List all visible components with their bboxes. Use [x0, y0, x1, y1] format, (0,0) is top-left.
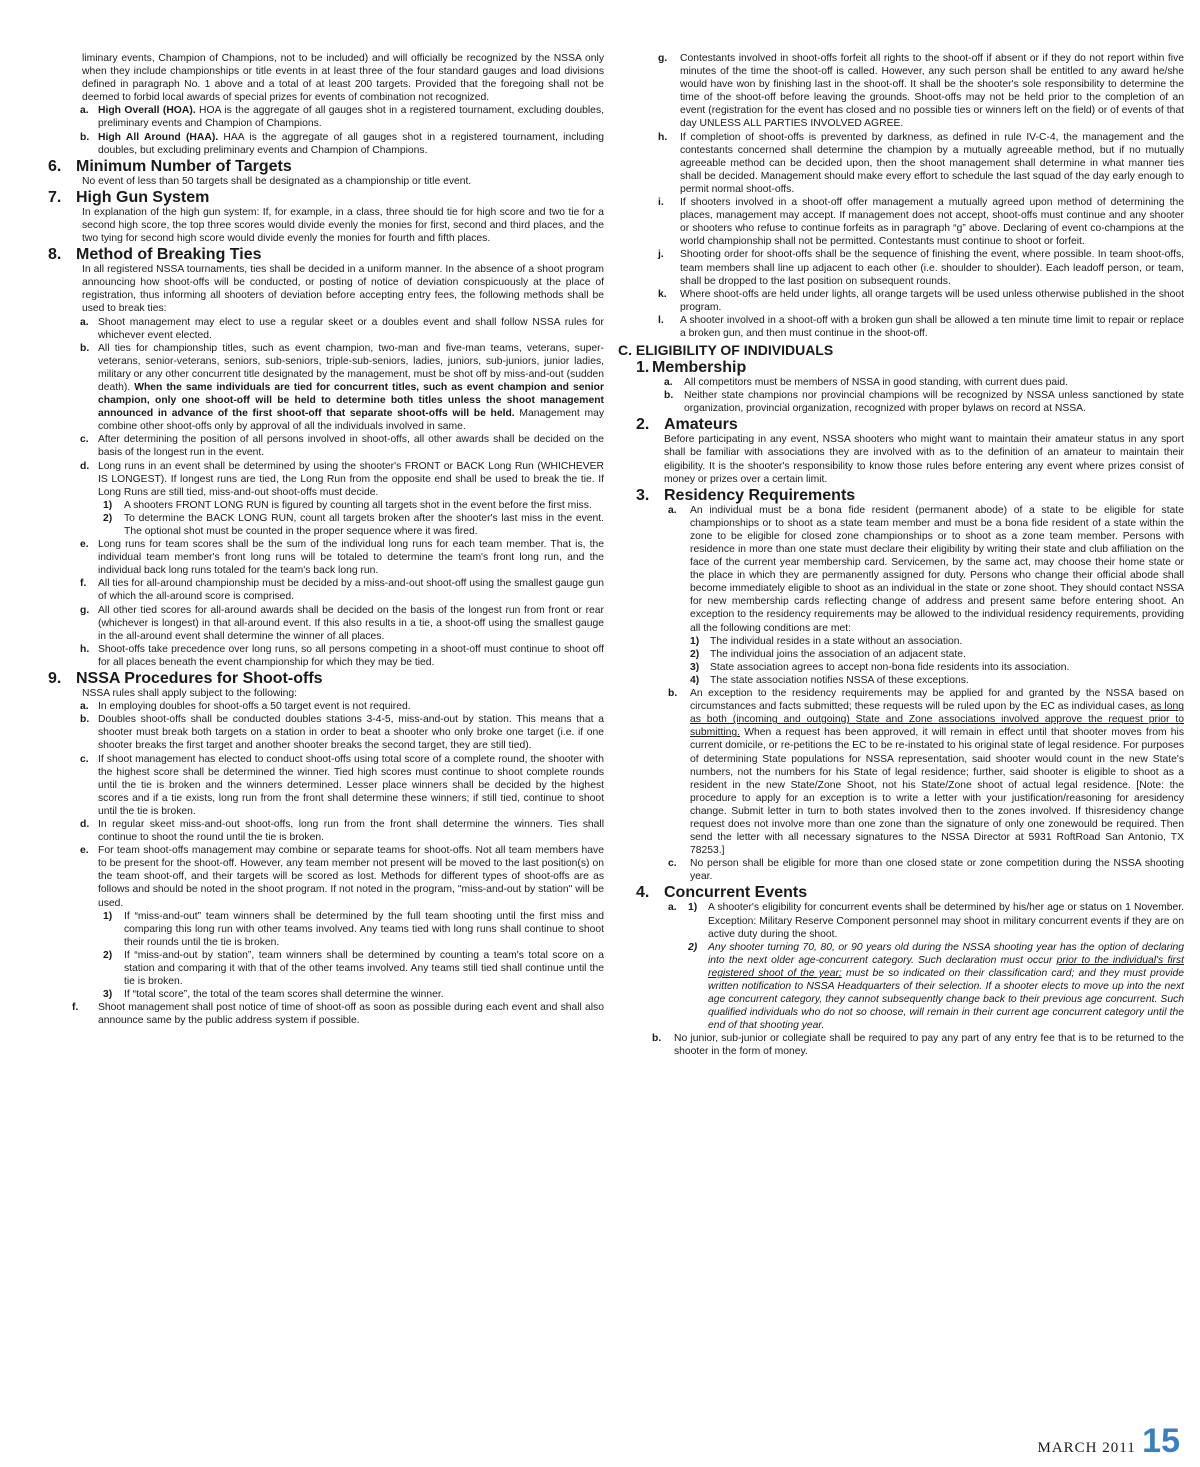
amateurs-text: Before participating in any event, NSSA shooters who might want to maintain their amateur status in any sport shall be familiar with associations they are involved with as to the definition of an amateur to maintain their eligibility. It is the shooter's responsibility to know those rules before entering any event where prizes consist of money or prizes over a certain limit. — [664, 434, 1184, 485]
section-9-text: NSSA rules shall apply subject to the following: — [82, 688, 298, 700]
sub-list-item: 2) Any shooter turning 70, 80, or 90 years old during the NSSA shooting year has the option of declaring into the next older age-concurrent category. Such declaration must occur prior to the individual's first registered shoot of the year; must be so indicated on their classification card; and they must provide written notification to NSSA Headquarters of their selection. If a shooter elects to move up into the next age concurrent category, they cannot subsequently change back to their previous age concurrent. Such qualified individuals who do not so choose, will remain in their current age concurrent category until the end of that shooting year. — [688, 941, 1184, 1032]
list-item: a. All competitors must be members of NSSA in good standing, with current dues paid. — [664, 377, 1069, 389]
sub-list-item: 2) If “miss-and-out by station”, team winners shall be determined by counting a team's total score on a station and comparing it with that of the other teams involved. Any teams still tied shall continue until the tie is broken. — [103, 949, 604, 988]
list-item: a. An individual must be a bona fide resident (permanent abode) of a state to be eligible for state championships or to shoot as a state team member and must be a bona fide resident of a state within the zone to be eligible for closed zone championships or to shoot as a zone team member. Persons with residence in more than one state must declare their eligibility by writing their state and club affiliation on the face of the current year membership card. Servicemen, by the same act, may choose their home state or the place in which they are permanently assigned for duty. Persons who change their official abode shall become immediately eligible to shoot as an individual in the state or zone shoot. They should contact NSSA for new membership cards reflecting change of address and present same before entering shoot. An exception to the residency requirements may be allowed to the individual residency requirements, providing all the following conditions are met: — [668, 504, 1184, 634]
section-heading-membership: 1. Membership — [636, 359, 747, 377]
sub-list-item: 2) To determine the BACK LONG RUN, count all targets broken after the shooter's last miss in the event. The optional shot must be counted in the proper sequence where it was fired. — [103, 512, 604, 537]
hoa-item — [48, 104, 604, 130]
list-item: a. In employing doubles for shoot-offs a 50 target event is not required. — [80, 701, 411, 713]
list-item: e. For team shoot-offs management may combine or separate teams for shoot-offs. Not all team members have to be present for the shoot-off. However, any team member not present will be moved to the last position(s) on the team shoot-off, and their targets will be scored as lost. Methods for different types of shoot-offs are as follows and should be noted in the shoot program. If not noted in the program, "miss-and-out by station" will be used. — [80, 845, 604, 909]
chapter-heading: C. ELIGIBILITY OF INDIVIDUALS — [618, 342, 834, 359]
hoa-term: High Overall (HOA). — [98, 105, 196, 117]
section-6-text: No event of less than 50 targets shall be designated as a championship or title event. — [82, 175, 472, 187]
list-item: a. Shoot management may elect to use a regular skeet or a doubles event and shall follow NSSA rules for whichever event elected. — [80, 316, 604, 341]
section-heading-6: 6. Minimum Number of Targets — [48, 157, 292, 175]
list-item: c. No person shall be eligible for more than one closed state or zone competition during the NSSA shooting year. — [668, 858, 1184, 883]
item-label: b. — [80, 131, 90, 143]
intro-paragraph: liminary events, Champion of Champions, not to be included) and will officially be recognized by the NSSA only when they include championships or title events in at least three of the four standard gauges and load divisions defined in paragraph No. 1 above and a total of at least 200 targets. Provided that the foregoing shall not be deemed to forbid local awards of special prizes for events of combination not recognized. — [82, 53, 604, 104]
sub-list-item: 1) A shooters FRONT LONG RUN is figured by counting all targets shot in the event before the first miss. — [103, 499, 592, 511]
item-label: a. — [80, 105, 89, 117]
sub-list-item: 3) State association agrees to accept non-bona fide residents into its association. — [690, 661, 1070, 673]
list-item: f. All ties for all-around championship must be decided by a miss-and-out shoot-off using the smallest gauge gun of which the all-around score is comprised. — [80, 578, 604, 603]
sub-list-item: 1) The individual resides in a state without an association. — [690, 635, 963, 647]
sub-list-item: 2) The individual joins the association of an adjacent state. — [690, 648, 966, 660]
list-item: d. Long runs in an event shall be determined by using the shooter's FRONT or BACK Long Run (WHICHEVER IS LONGEST). If longest runs are tied, the Long Run from the opposite end shall be used to break the tie. If Long Runs are still tied, miss-and-out shoot-offs must decide. — [80, 460, 604, 498]
sub-list-item: 1) If “miss-and-out” team winners shall be determined by the full team shooting until the first miss and comparing this long run with other teams involved. Any teams tied with long runs shall continue to shoot their rounds until the tie is broken. — [103, 910, 604, 948]
haa-text: HAA is the aggregate of all gauges shot in a registered tournament, including doubles, but excluding preliminary events and Champion of Champions. — [98, 131, 604, 156]
list-item: b. All ties for championship titles, such as event champion, two-man and five-man teams, veterans, super-veterans, senior-veterans, seniors, sub-seniors, triple-sub-seniors, ladies, juniors, sub-juniors, junior ladies, military or any other concurrent title designated by the management, must be shot off by miss-and-out (sudden death). When the same individuals are tied for concurrent titles, such as event champion and senior champion, only one shoot-off will be held to determine both titles unless the shoot management announced in advance of the first shoot-off that separate shoot-offs will be held. Management may combine other shoot-offs only by approval of all the individuals involved in same. — [80, 342, 604, 433]
list-item: h. If completion of shoot-offs is prevented by darkness, as defined in rule IV-C-4, the management and the contestants concerned shall determine the champion by a mutually agreeable method, but if no mutually agreeable method can be decided upon, then the shoot management shall determine in what manner ties shall be decided. Management should make every effort to schedule the last squad of the day early enough to permit normal shoot-offs. — [658, 131, 1184, 195]
section-8-text: In all registered NSSA tournaments, ties shall be decided in a uniform manner. In the absence of a shoot program announcing how shoot-offs will be conducted, or posting of notice of deviation conspicuously at the place of registration, thus informing all shooters of deviation before accepting entry fees, the following methods shall be used to break ties: — [82, 264, 604, 315]
list-item: c. After determining the position of all persons involved in shoot-offs, all other awards shall be decided on the basis of the longest run in the event. — [80, 434, 604, 459]
section-heading-9: 9. NSSA Procedures for Shoot-offs — [48, 670, 323, 688]
list-item: d. In regular skeet miss-and-out shoot-offs, long run from the front shall determine the winners. Ties shall continue to shoot the round until the tie is broken. — [80, 818, 604, 844]
issue-date: MARCH 2011 — [1037, 1440, 1136, 1456]
right-column — [618, 52, 1184, 1059]
list-item: b. No junior, sub-junior or collegiate shall be required to pay any part of any entry fee that is to be returned to the shooter in the form of money. — [652, 1033, 1184, 1058]
page-footer — [1038, 1422, 1181, 1461]
list-item: c. If shoot management has elected to conduct shoot-offs using total score of a complete round, the shooter with the highest score shall be determined the winner. Tied high scores must continue to shoot complete rounds until the tie is broken and the winners determined. Lesser place winners shall be decided by the highest scores and if a tie exists, long run from the front shall determine these winners; if still tied, continue to shoot until the tie is broken. — [80, 753, 604, 817]
list-item: l. A shooter involved in a shoot-off with a broken gun shall be allowed a ten minute time limit to repair or replace a broken gun, and then must continue in the shoot-off. — [658, 314, 1184, 339]
list-item: k. Where shoot-offs are held under lights, all orange targets will be used unless otherwise published in the shoot program. — [658, 288, 1184, 313]
sub-list-item: 4) The state association notifies NSSA of these exceptions. — [690, 674, 969, 686]
list-item: g. All other tied scores for all-around awards shall be decided on the basis of the longest run from front or rear (whichever is longest) in that all-around event. If this also results in a tie, a shoot-off using the smallest gauge in the all-around event shall determine the winner of all places. — [80, 604, 604, 642]
left-column — [48, 52, 604, 1027]
page-number: 15 — [1142, 1422, 1180, 1460]
list-item: b. Neither state champions nor provincial champions will be recognized by NSSA unless sanctioned by state organization, provincial organization, recognized with proper bylaws on record at NSSA. — [664, 390, 1184, 415]
list-item: a. 1) A shooter's eligibility for concurrent events shall be determined by his/her age or status on 1 November. Exception: Military Reserve Component personnel may shoot in military concurrent events if they are on active duty during the shoot. — [668, 902, 1184, 940]
section-7-text: In explanation of the high gun system: If, for example, in a class, three should tie for high score and two tie for a second high score, the top three scores would divide evenly the monies for first, second and third places, and the two tying for second high score would divide evenly the monies for fourth and fifth places. — [82, 206, 604, 245]
list-item: e. Long runs for team scores shall be the sum of the individual long runs for each team member. That is, the individual team member's front long runs will be totaled to determine the team's front long run, and the individual back long runs totaled for the team's back long run. — [80, 539, 604, 577]
list-item: i. If shooters involved in a shoot-off offer management a mutually agreed upon method of determining the places, management may accept. If management does not accept, shoot-offs must continue and any shooter or shooters who refuse to continue forfeits as in paragraph “g” above. Declaring of event co-champions at the world championship shall not be permitted. Contestants must continue to shoot or forfeit. — [658, 197, 1184, 248]
section-heading-amateurs: 2. Amateurs — [636, 416, 738, 434]
list-item: f. Shoot management shall post notice of time of shoot-off as soon as possible during each event and shall also announce same by the public address system if possible. — [72, 1002, 604, 1027]
list-item: h. Shoot-offs take precedence over long runs, so all persons competing in a shoot-off must continue to shoot off for all places beneath the event championship for which they may be tied. — [80, 643, 604, 668]
haa-term: High All Around (HAA). — [98, 131, 219, 143]
section-heading-concurrent: 4. Concurrent Events — [636, 884, 808, 902]
section-heading-8: 8. Method of Breaking Ties — [48, 246, 262, 264]
section-heading-7: 7. High Gun System — [48, 188, 210, 206]
list-item: j. Shooting order for shoot-offs shall be the sequence of finishing the event, where possible. In team shoot-offs, team members shall line up adjacent to each other (i.e. shoulder to shoulder). Each leadoff person, or team, shall be dropped to the last position on subsequent rounds. — [658, 249, 1184, 287]
sub-list-item: 3) If “total score”, the total of the team scores shall determine the winner. — [103, 989, 444, 1001]
section-heading-residency: 3. Residency Requirements — [636, 486, 856, 504]
haa-item — [48, 131, 604, 157]
hoa-text: HOA is the aggregate of all gauges shot in a registered tournament, excluding doubles, preliminary events and Champion of Champions. — [98, 105, 604, 130]
list-item: b. Doubles shoot-offs shall be conducted doubles stations 3-4-5, miss-and-out by station. This means that a shooter must break both targets on a station in order to beat a shooter who only broke one target (i.e. if one shooter breaks the first target and another shooter breaks the second target, they are still tied). — [80, 714, 604, 752]
list-item: g. Contestants involved in shoot-offs forfeit all rights to the shoot-off if absent or if they do not report within five minutes of the time the shoot-off is called. However, any such person shall be entitled to any award he/she would have won by finishing last in the shoot-off. It shall be the shooter's sole responsibility to determine the time of the shoot-off before leaving the grounds. Shoot-offs may not be held prior to the completion of an event (registration for the event has closed and no possible ties or winners left on the field) or of events of that day UNLESS ALL PARTIES INVOLVED AGREE. — [658, 53, 1184, 130]
list-item: b. An exception to the residency requirements may be applied for and granted by the NSSA based on circumstances and facts submitted; these requests will be ruled upon by the EC as individual cases, as long as both (incoming and outgoing) State and Zone associations involved approve the request prior to submitting. When a request has been approved, it will remain in effect until that shooter moves from his current domicile, or re-petitions the EC to be re-instated to his original state of legal residence. For purposes of determining State populations for NSSA representation, said shooter would count in the new State's numbers, not the numbers for his State of legal residence; further, said shooter is eligible to shoot as a resident in the new State/Zone Shoot, not his State/Zone shoot of actual legal residence. [Note: the procedure to apply for an exception is to write a letter with your justification/reasoning for aresidency change. Submit letter in turn to both states involved then to the zones involved. If thisresidency change request does not involve more than one zone than the signature of only one zonewould be required. Then send the letter with all necessary signatures to the NSSA Director at 5931 RoftRoad San Antonio, TX 78253.] — [668, 688, 1184, 857]
